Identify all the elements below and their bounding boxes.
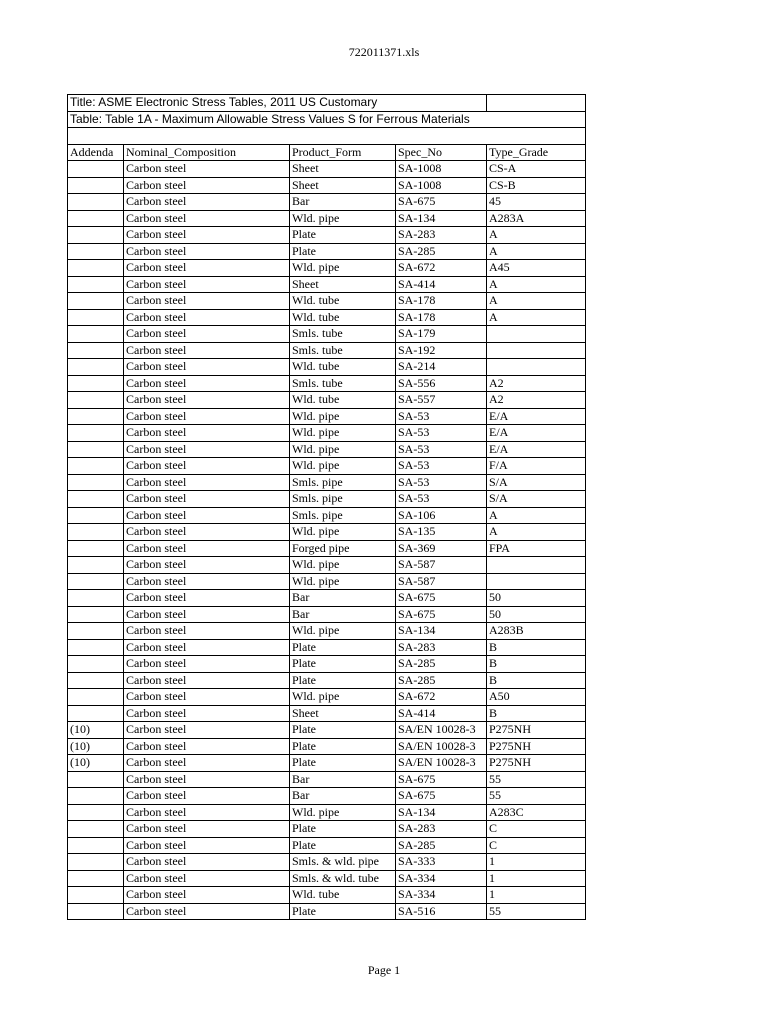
spec-no-cell: SA-285 <box>396 837 487 854</box>
header-type-grade: Type_Grade <box>487 144 586 161</box>
table-row <box>68 392 586 409</box>
spec-no-cell: SA-556 <box>396 375 487 392</box>
addenda-cell <box>68 309 124 326</box>
spec-no-cell: SA-675 <box>396 590 487 607</box>
table-row <box>68 821 586 838</box>
addenda-cell <box>68 639 124 656</box>
spec-no-cell: SA-1008 <box>396 161 487 178</box>
product-form-cell: Wld. tube <box>290 359 396 376</box>
column-header-row <box>68 144 586 161</box>
product-form-cell: Smls. & wld. pipe <box>290 854 396 871</box>
type-grade-cell: 55 <box>487 788 586 805</box>
product-form-cell: Sheet <box>290 705 396 722</box>
addenda-cell <box>68 689 124 706</box>
product-form-cell: Plate <box>290 738 396 755</box>
product-form-cell: Plate <box>290 821 396 838</box>
addenda-cell <box>68 210 124 227</box>
header-spec-no: Spec_No <box>396 144 487 161</box>
table-row <box>68 161 586 178</box>
addenda-cell: (10) <box>68 755 124 772</box>
product-form-cell: Plate <box>290 837 396 854</box>
addenda-cell <box>68 458 124 475</box>
composition-cell: Carbon steel <box>124 771 290 788</box>
type-grade-cell: 55 <box>487 903 586 920</box>
spec-no-cell: SA-587 <box>396 573 487 590</box>
spec-no-cell: SA-53 <box>396 474 487 491</box>
spec-no-cell: SA-675 <box>396 771 487 788</box>
composition-cell: Carbon steel <box>124 689 290 706</box>
composition-cell: Carbon steel <box>124 557 290 574</box>
composition-cell: Carbon steel <box>124 722 290 739</box>
table-row <box>68 672 586 689</box>
type-grade-cell: B <box>487 639 586 656</box>
composition-cell: Carbon steel <box>124 738 290 755</box>
spec-no-cell: SA-675 <box>396 788 487 805</box>
type-grade-cell: P275NH <box>487 738 586 755</box>
type-grade-cell: P275NH <box>487 722 586 739</box>
composition-cell: Carbon steel <box>124 293 290 310</box>
type-grade-cell: CS-B <box>487 177 586 194</box>
table-row <box>68 557 586 574</box>
spec-no-cell: SA-285 <box>396 656 487 673</box>
composition-cell: Carbon steel <box>124 804 290 821</box>
product-form-cell: Wld. pipe <box>290 458 396 475</box>
type-grade-cell: A283C <box>487 804 586 821</box>
type-grade-cell: S/A <box>487 491 586 508</box>
spec-no-cell: SA-135 <box>396 524 487 541</box>
table-row <box>68 359 586 376</box>
stress-table <box>67 94 586 920</box>
spec-no-cell: SA-134 <box>396 804 487 821</box>
type-grade-cell: A283B <box>487 623 586 640</box>
table-row <box>68 474 586 491</box>
table-row <box>68 590 586 607</box>
addenda-cell <box>68 656 124 673</box>
type-grade-cell: A2 <box>487 375 586 392</box>
spec-no-cell: SA-53 <box>396 458 487 475</box>
table-row <box>68 524 586 541</box>
type-grade-cell: A <box>487 524 586 541</box>
type-grade-cell: B <box>487 672 586 689</box>
composition-cell: Carbon steel <box>124 161 290 178</box>
composition-cell: Carbon steel <box>124 639 290 656</box>
type-grade-cell: B <box>487 656 586 673</box>
composition-cell: Carbon steel <box>124 507 290 524</box>
addenda-cell <box>68 392 124 409</box>
header-product-form: Product_Form <box>290 144 396 161</box>
table-row <box>68 210 586 227</box>
type-grade-cell: 55 <box>487 771 586 788</box>
spec-no-cell: SA-333 <box>396 854 487 871</box>
spec-no-cell: SA-283 <box>396 227 487 244</box>
spec-no-cell: SA-178 <box>396 293 487 310</box>
product-form-cell: Plate <box>290 903 396 920</box>
title-row <box>68 95 586 112</box>
product-form-cell: Plate <box>290 656 396 673</box>
table-row <box>68 276 586 293</box>
addenda-cell <box>68 408 124 425</box>
product-form-cell: Bar <box>290 194 396 211</box>
product-form-cell: Wld. pipe <box>290 573 396 590</box>
product-form-cell: Wld. pipe <box>290 425 396 442</box>
table-row <box>68 177 586 194</box>
addenda-cell <box>68 276 124 293</box>
type-grade-cell <box>487 342 586 359</box>
composition-cell: Carbon steel <box>124 458 290 475</box>
blank-cell <box>68 128 586 145</box>
product-form-cell: Wld. pipe <box>290 689 396 706</box>
composition-cell: Carbon steel <box>124 903 290 920</box>
composition-cell: Carbon steel <box>124 243 290 260</box>
spec-no-cell: SA-672 <box>396 689 487 706</box>
composition-cell: Carbon steel <box>124 606 290 623</box>
spec-no-cell: SA/EN 10028-3 <box>396 722 487 739</box>
composition-cell: Carbon steel <box>124 474 290 491</box>
composition-cell: Carbon steel <box>124 227 290 244</box>
addenda-cell <box>68 771 124 788</box>
addenda-cell <box>68 342 124 359</box>
addenda-cell <box>68 227 124 244</box>
addenda-cell <box>68 606 124 623</box>
composition-cell: Carbon steel <box>124 342 290 359</box>
type-grade-cell: A <box>487 293 586 310</box>
table-row <box>68 705 586 722</box>
composition-cell: Carbon steel <box>124 260 290 277</box>
spec-no-cell: SA-414 <box>396 705 487 722</box>
composition-cell: Carbon steel <box>124 425 290 442</box>
type-grade-cell: E/A <box>487 441 586 458</box>
addenda-cell <box>68 194 124 211</box>
addenda-cell <box>68 524 124 541</box>
composition-cell: Carbon steel <box>124 375 290 392</box>
type-grade-cell: 1 <box>487 870 586 887</box>
addenda-cell <box>68 788 124 805</box>
addenda-cell: (10) <box>68 738 124 755</box>
product-form-cell: Sheet <box>290 161 396 178</box>
composition-cell: Carbon steel <box>124 309 290 326</box>
spec-no-cell: SA-53 <box>396 408 487 425</box>
table-row <box>68 326 586 343</box>
product-form-cell: Smls. pipe <box>290 507 396 524</box>
addenda-cell: (10) <box>68 722 124 739</box>
addenda-cell <box>68 375 124 392</box>
addenda-cell <box>68 441 124 458</box>
header-addenda: Addenda <box>68 144 124 161</box>
product-form-cell: Smls. tube <box>290 342 396 359</box>
product-form-cell: Smls. pipe <box>290 491 396 508</box>
spec-no-cell: SA-283 <box>396 639 487 656</box>
type-grade-cell: A <box>487 227 586 244</box>
type-grade-cell: S/A <box>487 474 586 491</box>
addenda-cell <box>68 359 124 376</box>
composition-cell: Carbon steel <box>124 821 290 838</box>
table-row <box>68 606 586 623</box>
composition-cell: Carbon steel <box>124 705 290 722</box>
table-row <box>68 194 586 211</box>
composition-cell: Carbon steel <box>124 854 290 871</box>
spec-no-cell: SA/EN 10028-3 <box>396 755 487 772</box>
table-row <box>68 573 586 590</box>
spec-no-cell: SA-53 <box>396 425 487 442</box>
addenda-cell <box>68 821 124 838</box>
spec-no-cell: SA-369 <box>396 540 487 557</box>
product-form-cell: Wld. pipe <box>290 524 396 541</box>
composition-cell: Carbon steel <box>124 177 290 194</box>
product-form-cell: Plate <box>290 755 396 772</box>
table-row <box>68 837 586 854</box>
type-grade-cell <box>487 359 586 376</box>
type-grade-cell: C <box>487 837 586 854</box>
table-row <box>68 854 586 871</box>
product-form-cell: Wld. tube <box>290 309 396 326</box>
type-grade-cell: 50 <box>487 590 586 607</box>
product-form-cell: Forged pipe <box>290 540 396 557</box>
table-row <box>68 738 586 755</box>
table-row <box>68 491 586 508</box>
type-grade-cell: A283A <box>487 210 586 227</box>
product-form-cell: Bar <box>290 590 396 607</box>
table-row <box>68 375 586 392</box>
type-grade-cell: A <box>487 243 586 260</box>
product-form-cell: Wld. pipe <box>290 210 396 227</box>
product-form-cell: Bar <box>290 606 396 623</box>
table-row <box>68 771 586 788</box>
composition-cell: Carbon steel <box>124 755 290 772</box>
table-row <box>68 458 586 475</box>
type-grade-cell: P275NH <box>487 755 586 772</box>
product-form-cell: Wld. tube <box>290 887 396 904</box>
table-row <box>68 425 586 442</box>
file-name-header: 722011371.xls <box>348 45 420 59</box>
addenda-cell <box>68 507 124 524</box>
type-grade-cell: 1 <box>487 887 586 904</box>
addenda-cell <box>68 590 124 607</box>
addenda-cell <box>68 903 124 920</box>
type-grade-cell: A <box>487 507 586 524</box>
product-form-cell: Plate <box>290 243 396 260</box>
table-row <box>68 788 586 805</box>
composition-cell: Carbon steel <box>124 326 290 343</box>
table-row <box>68 870 586 887</box>
type-grade-cell <box>487 573 586 590</box>
addenda-cell <box>68 540 124 557</box>
addenda-cell <box>68 573 124 590</box>
spec-no-cell: SA-672 <box>396 260 487 277</box>
composition-cell: Carbon steel <box>124 359 290 376</box>
spec-no-cell: SA-1008 <box>396 177 487 194</box>
spec-no-cell: SA-178 <box>396 309 487 326</box>
spec-no-cell: SA-285 <box>396 672 487 689</box>
composition-cell: Carbon steel <box>124 590 290 607</box>
addenda-cell <box>68 804 124 821</box>
addenda-cell <box>68 260 124 277</box>
spec-no-cell: SA-285 <box>396 243 487 260</box>
spec-no-cell: SA-283 <box>396 821 487 838</box>
product-form-cell: Plate <box>290 672 396 689</box>
spec-no-cell: SA-675 <box>396 606 487 623</box>
type-grade-cell: FPA <box>487 540 586 557</box>
type-grade-cell: 1 <box>487 854 586 871</box>
table-name-row <box>68 111 586 128</box>
spec-no-cell: SA-106 <box>396 507 487 524</box>
spec-no-cell: SA-53 <box>396 491 487 508</box>
type-grade-cell: B <box>487 705 586 722</box>
composition-cell: Carbon steel <box>124 623 290 640</box>
product-form-cell: Wld. pipe <box>290 260 396 277</box>
table-row <box>68 408 586 425</box>
composition-cell: Carbon steel <box>124 441 290 458</box>
table-row <box>68 903 586 920</box>
table-row <box>68 887 586 904</box>
product-form-cell: Wld. pipe <box>290 804 396 821</box>
type-grade-cell: 50 <box>487 606 586 623</box>
composition-cell: Carbon steel <box>124 870 290 887</box>
addenda-cell <box>68 474 124 491</box>
product-form-cell: Smls. pipe <box>290 474 396 491</box>
composition-cell: Carbon steel <box>124 392 290 409</box>
composition-cell: Carbon steel <box>124 524 290 541</box>
composition-cell: Carbon steel <box>124 672 290 689</box>
table-row <box>68 342 586 359</box>
spec-no-cell: SA-414 <box>396 276 487 293</box>
product-form-cell: Plate <box>290 227 396 244</box>
type-grade-cell <box>487 557 586 574</box>
product-form-cell: Bar <box>290 771 396 788</box>
addenda-cell <box>68 870 124 887</box>
type-grade-cell: E/A <box>487 425 586 442</box>
product-form-cell: Smls. & wld. tube <box>290 870 396 887</box>
addenda-cell <box>68 557 124 574</box>
addenda-cell <box>68 491 124 508</box>
addenda-cell <box>68 326 124 343</box>
spec-no-cell: SA/EN 10028-3 <box>396 738 487 755</box>
product-form-cell: Wld. tube <box>290 293 396 310</box>
spec-no-cell: SA-334 <box>396 870 487 887</box>
table-row <box>68 441 586 458</box>
product-form-cell: Plate <box>290 722 396 739</box>
composition-cell: Carbon steel <box>124 837 290 854</box>
addenda-cell <box>68 672 124 689</box>
addenda-cell <box>68 425 124 442</box>
product-form-cell: Wld. pipe <box>290 408 396 425</box>
table-row <box>68 804 586 821</box>
type-grade-cell: A <box>487 276 586 293</box>
table-row <box>68 227 586 244</box>
spec-no-cell: SA-192 <box>396 342 487 359</box>
type-grade-cell: C <box>487 821 586 838</box>
addenda-cell <box>68 705 124 722</box>
spec-no-cell: SA-179 <box>396 326 487 343</box>
type-grade-cell: A50 <box>487 689 586 706</box>
table-row <box>68 293 586 310</box>
table-row <box>68 639 586 656</box>
addenda-cell <box>68 293 124 310</box>
product-form-cell: Wld. pipe <box>290 623 396 640</box>
type-grade-cell: F/A <box>487 458 586 475</box>
spec-no-cell: SA-214 <box>396 359 487 376</box>
type-grade-cell: A <box>487 309 586 326</box>
product-form-cell: Smls. tube <box>290 326 396 343</box>
composition-cell: Carbon steel <box>124 540 290 557</box>
type-grade-cell: A45 <box>487 260 586 277</box>
composition-cell: Carbon steel <box>124 276 290 293</box>
table-row <box>68 722 586 739</box>
addenda-cell <box>68 177 124 194</box>
type-grade-cell: 45 <box>487 194 586 211</box>
addenda-cell <box>68 243 124 260</box>
composition-cell: Carbon steel <box>124 573 290 590</box>
title-empty-cell <box>487 95 586 112</box>
composition-cell: Carbon steel <box>124 788 290 805</box>
product-form-cell: Wld. pipe <box>290 557 396 574</box>
table-row <box>68 689 586 706</box>
spec-no-cell: SA-134 <box>396 210 487 227</box>
spec-no-cell: SA-134 <box>396 623 487 640</box>
table-row <box>68 260 586 277</box>
spec-no-cell: SA-587 <box>396 557 487 574</box>
table-row <box>68 507 586 524</box>
table-row <box>68 656 586 673</box>
product-form-cell: Smls. tube <box>290 375 396 392</box>
table-row <box>68 540 586 557</box>
composition-cell: Carbon steel <box>124 887 290 904</box>
spec-no-cell: SA-675 <box>396 194 487 211</box>
blank-row <box>68 128 586 145</box>
title-cell: Title: ASME Electronic Stress Tables, 2011 US Customary <box>68 95 487 112</box>
addenda-cell <box>68 161 124 178</box>
composition-cell: Carbon steel <box>124 210 290 227</box>
table-row <box>68 755 586 772</box>
composition-cell: Carbon steel <box>124 656 290 673</box>
spec-no-cell: SA-334 <box>396 887 487 904</box>
table-row <box>68 623 586 640</box>
type-grade-cell: CS-A <box>487 161 586 178</box>
composition-cell: Carbon steel <box>124 194 290 211</box>
table-row <box>68 243 586 260</box>
addenda-cell <box>68 837 124 854</box>
product-form-cell: Sheet <box>290 177 396 194</box>
table-name-cell: Table: Table 1A - Maximum Allowable Stress Values S for Ferrous Materials <box>68 111 586 128</box>
page-number: Page 1 <box>367 963 401 977</box>
spec-no-cell: SA-516 <box>396 903 487 920</box>
product-form-cell: Sheet <box>290 276 396 293</box>
composition-cell: Carbon steel <box>124 491 290 508</box>
product-form-cell: Wld. tube <box>290 392 396 409</box>
type-grade-cell: A2 <box>487 392 586 409</box>
product-form-cell: Wld. pipe <box>290 441 396 458</box>
spec-no-cell: SA-557 <box>396 392 487 409</box>
type-grade-cell <box>487 326 586 343</box>
table-row <box>68 309 586 326</box>
composition-cell: Carbon steel <box>124 408 290 425</box>
addenda-cell <box>68 887 124 904</box>
addenda-cell <box>68 854 124 871</box>
header-nominal-composition: Nominal_Composition <box>124 144 290 161</box>
type-grade-cell: E/A <box>487 408 586 425</box>
product-form-cell: Plate <box>290 639 396 656</box>
addenda-cell <box>68 623 124 640</box>
product-form-cell: Bar <box>290 788 396 805</box>
spec-no-cell: SA-53 <box>396 441 487 458</box>
